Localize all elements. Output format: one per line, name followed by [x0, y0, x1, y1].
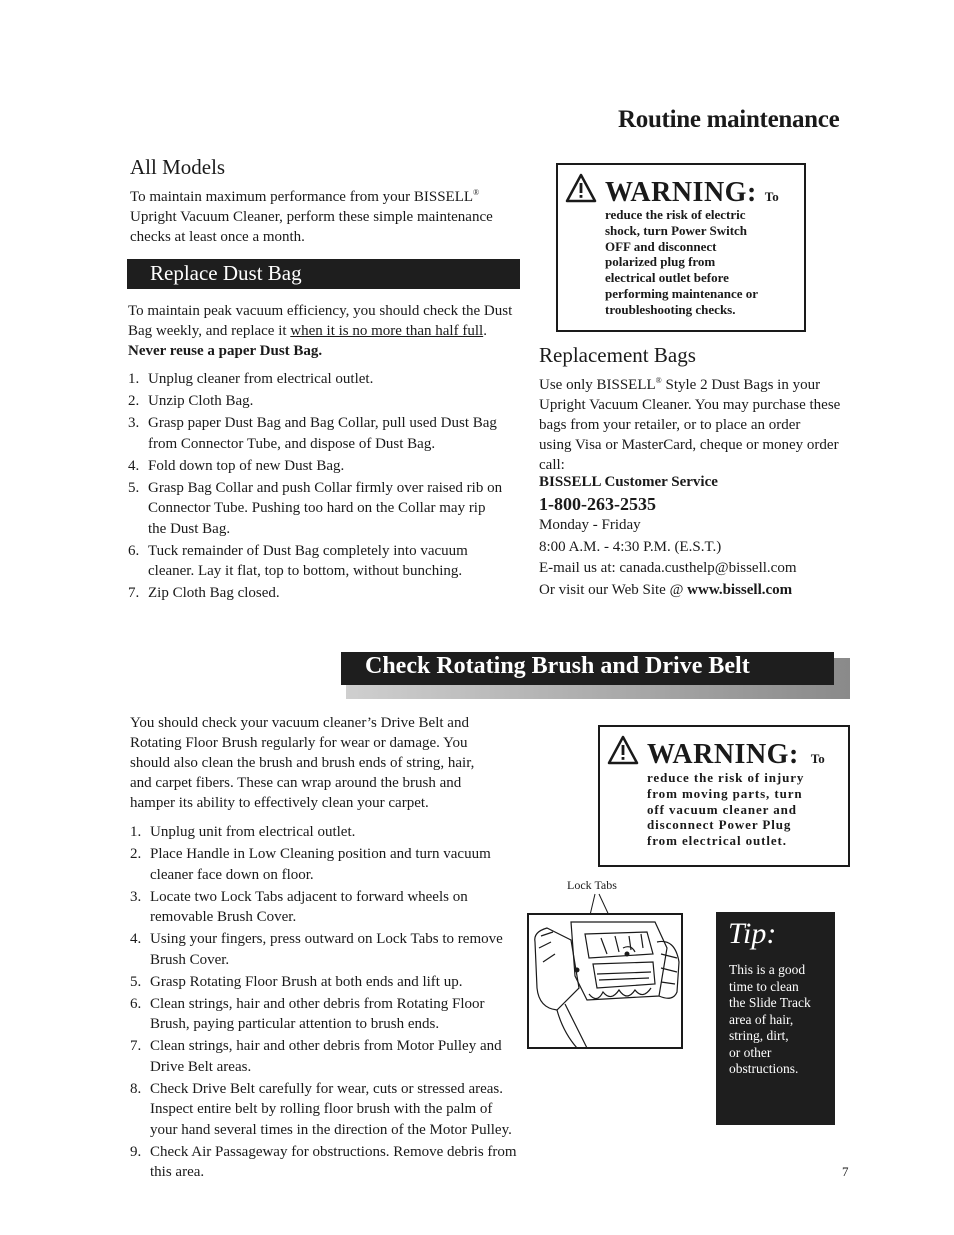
step-text: your hand several times in the direction of the Motor Pulley.: [150, 1121, 512, 1138]
step-number: 2.: [128, 393, 140, 409]
step-number: 7.: [130, 1038, 142, 1054]
dust-bag-steps: [128, 369, 523, 605]
step-text: removable Brush Cover.: [150, 909, 297, 925]
list-item: [128, 456, 523, 477]
dust-bag-intro: To maintain peak vacuum efficiency, you should check the Dust Bag weekly, and replace it when it is no more than half full. Never reuse a paper Dust Bag.: [128, 301, 523, 361]
warning-line: reduce the risk of injury: [647, 770, 805, 785]
check-brush-heading: Check Rotating Brush and Drive Belt: [365, 653, 750, 679]
warning-line: OFF and disconnect: [605, 238, 717, 254]
contact-details: Monday - Friday 8:00 A.M. - 4:30 P.M. (E.S.T.) E-mail us at: canada.custhelp@bissell.com Or visit our Web Site @ www.bissell.com: [539, 515, 859, 601]
step-text: Locate two Lock Tabs adjacent to forward wheels on: [150, 888, 468, 905]
step-text: Inspect entire belt by rolling floor brush with the palm of: [150, 1101, 493, 1117]
warning-line: troubleshooting checks.: [605, 301, 736, 317]
tip-line: string, dirt,: [729, 1028, 789, 1043]
step-text: Place Handle in Low Cleaning position and turn vacuum: [150, 846, 491, 862]
step-number: 1.: [130, 824, 142, 840]
warning-line: electrical outlet before: [605, 270, 729, 286]
intro-line: hamper its ability to effectively clean your carpet.: [130, 795, 429, 811]
step-text: Check Air Passageway for obstructions. Remove debris from: [150, 1143, 517, 1160]
step-text: Grasp Rotating Floor Brush at both ends and lift up.: [150, 973, 463, 990]
step-text: Grasp Bag Collar and push Collar firmly over raised rib on: [148, 479, 503, 496]
check-brush-bar: [341, 652, 834, 685]
warning-triangle-icon: [565, 173, 597, 203]
warning-heading: WARNING: To: [605, 177, 779, 208]
step-text: Clean strings, hair and other debris from Motor Pulley and: [150, 1038, 502, 1054]
email-line[interactable]: E-mail us at: canada.custhelp@bissell.com: [539, 560, 797, 576]
warning-line: from electrical outlet.: [647, 833, 787, 849]
intro-line: and carpet fibers. These can wrap around the brush and: [130, 775, 462, 791]
warning-line: reduce the risk of electric: [605, 207, 746, 222]
step-number: 4.: [130, 931, 142, 947]
list-item: [128, 369, 523, 390]
step-text: Brush Cover.: [150, 951, 230, 968]
step-text: Unzip Cloth Bag.: [148, 393, 254, 409]
step-text: from Connector Tube, and dispose of Dust Bag.: [148, 435, 436, 452]
customer-service-label: BISSELL Customer Service: [539, 474, 718, 490]
list-item: [128, 583, 523, 604]
list-item: [130, 994, 525, 1035]
step-text: Unplug unit from electrical outlet.: [150, 824, 356, 840]
tip-line: This is a good: [729, 962, 806, 977]
warning-box-injury: [598, 725, 850, 867]
step-text: Grasp paper Dust Bag and Bag Collar, pull used Dust Bag: [148, 415, 497, 431]
step-number: 8.: [130, 1080, 142, 1097]
warning-line: disconnect Power Plug: [647, 817, 792, 833]
replace-dust-bag-heading: Replace Dust Bag: [150, 261, 302, 285]
step-number: 6.: [130, 995, 142, 1012]
intro-line: Rotating Floor Brush regularly for wear or damage. You: [130, 735, 468, 751]
list-item: [128, 391, 523, 412]
tip-line: obstructions.: [729, 1061, 799, 1076]
step-number: 9.: [130, 1143, 142, 1160]
step-number: 5.: [130, 973, 142, 990]
step-text: Zip Cloth Bag closed.: [148, 585, 280, 601]
step-text: Clean strings, hair and other debris from Rotating Floor: [150, 995, 485, 1012]
tip-text: [729, 962, 829, 1078]
list-item: [128, 478, 523, 540]
warning-box-electric: [556, 163, 806, 332]
step-text: Unplug cleaner from electrical outlet.: [148, 371, 374, 387]
replacement-bags-text: Use only BISSELL® Style 2 Dust Bags in your Upright Vacuum Cleaner. You may purchase these bags from your retailer, or to place an order using Visa or MasterCard, cheque or money order call:: [539, 376, 841, 473]
list-item: [130, 844, 525, 885]
all-models-intro: To maintain maximum performance from your BISSELL® Upright Vacuum Cleaner, perform these simple maintenance checks at least once a month.: [130, 188, 493, 245]
warning-line: polarized plug from: [605, 254, 716, 270]
replace-dust-bag-bar: [127, 259, 520, 289]
list-item: [130, 1142, 525, 1183]
website-link[interactable]: www.bissell.com: [687, 581, 793, 598]
step-number: 3.: [128, 415, 140, 431]
tip-box: [716, 912, 835, 1125]
list-item: [130, 972, 525, 993]
tip-line: or other: [729, 1044, 772, 1060]
brush-intro: [130, 713, 525, 813]
step-text: Tuck remainder of Dust Bag completely into vacuum: [148, 542, 468, 559]
warning-line: shock, turn Power Switch: [605, 222, 748, 238]
warning-line: off vacuum cleaner and: [647, 801, 797, 817]
dust-bag-warning: Never reuse a paper Dust Bag.: [128, 343, 323, 359]
list-item: [130, 1036, 525, 1077]
step-text: cleaner face down on floor.: [150, 866, 314, 883]
list-item: [130, 887, 525, 928]
step-number: 4.: [128, 457, 140, 474]
warning-heading: WARNING: To: [647, 739, 825, 770]
warning-text: [605, 207, 795, 318]
step-text: the Dust Bag.: [148, 520, 231, 537]
vacuum-brush-cover-illustration: [527, 892, 687, 1052]
warning-text: [647, 770, 822, 849]
step-number: 7.: [128, 585, 140, 601]
step-text: Check Drive Belt carefully for wear, cuts or stressed areas.: [150, 1080, 504, 1097]
step-text: this area.: [150, 1164, 205, 1180]
step-text: Drive Belt areas.: [150, 1058, 252, 1075]
step-text: Fold down top of new Dust Bag.: [148, 457, 345, 474]
tip-line: time to clean: [729, 978, 799, 994]
list-item: [130, 822, 525, 843]
brush-steps: [130, 822, 525, 1184]
step-number: 1.: [128, 371, 140, 387]
step-text: Connector Tube. Pushing too hard on the Collar may rip: [148, 500, 486, 516]
intro-line: You should check your vacuum cleaner’s Drive Belt and: [130, 715, 469, 731]
warning-line: from moving parts, turn: [647, 785, 803, 801]
step-number: 5.: [128, 479, 140, 496]
warning-triangle-icon: [607, 735, 639, 765]
lock-tabs-callout: Lock Tabs: [567, 878, 617, 892]
list-item: [128, 541, 523, 582]
step-text: cleaner. Lay it flat, top to bottom, without bunching.: [148, 563, 463, 579]
intro-line: should also clean the brush and brush ends of string, hair,: [130, 755, 475, 771]
phone-number[interactable]: 1-800-263-2535: [539, 494, 656, 514]
warning-line: performing maintenance or: [605, 285, 759, 301]
list-item: [128, 413, 523, 454]
page-title: Routine maintenance: [618, 106, 840, 133]
all-models-heading: All Models: [130, 155, 226, 179]
step-number: 6.: [128, 542, 140, 559]
step-number: 3.: [130, 888, 142, 905]
page-number: 7: [842, 1164, 849, 1179]
list-item: [130, 929, 525, 970]
step-text: Brush, paying particular attention to brush ends.: [150, 1016, 440, 1032]
step-text: Using your fingers, press outward on Lock Tabs to remove: [150, 931, 503, 947]
replacement-bags-heading: Replacement Bags: [539, 343, 696, 367]
step-number: 2.: [130, 846, 142, 862]
tip-heading: Tip:: [728, 917, 777, 950]
tip-line: the Slide Track: [729, 995, 811, 1010]
list-item: [130, 1079, 525, 1141]
tip-line: area of hair,: [729, 1011, 794, 1027]
